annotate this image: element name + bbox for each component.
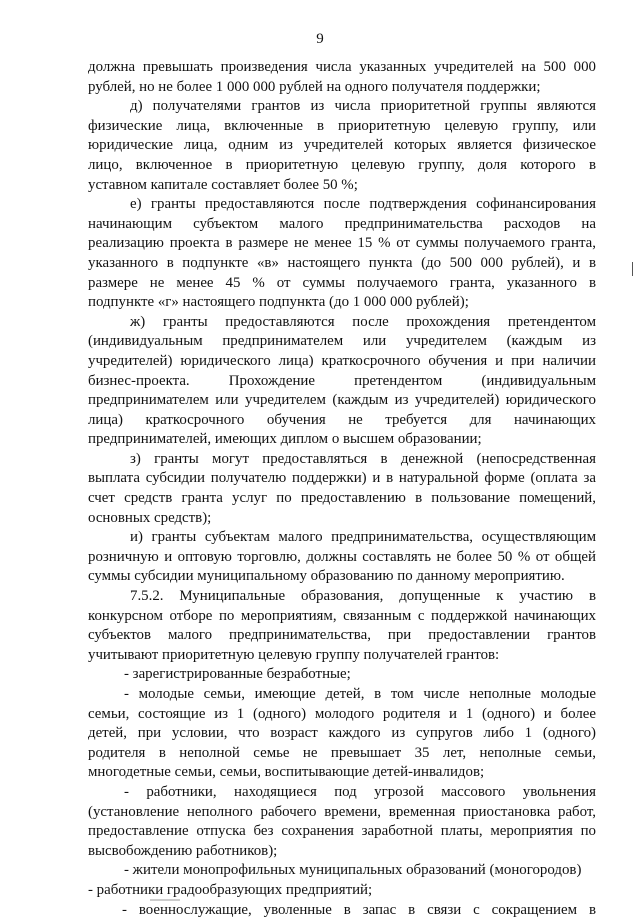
text-line: родителя в неполной семье не превышает 35 лет, неполные семьи, (88, 744, 596, 761)
text-line: предпринимателей, имеющих диплом о высшем образовании; (88, 431, 482, 448)
text-line: предоставление отпуска без сохранения заработной платы, мероприятия по (88, 823, 596, 840)
list-item: - работники градообразующих предприятий; (88, 881, 373, 898)
text-line: уставном капитале составляет более 50 %; (88, 176, 358, 193)
text-line: начинающим субъектом малого предпринимательства расходов на (88, 215, 596, 232)
text-line: выплата субсидии получателю поддержки) и в натуральной форме (оплата за (88, 470, 596, 487)
margin-mark (632, 262, 633, 276)
text-line: розничную и оптовую торговлю, должны составлять не более 50 % от общей (88, 548, 596, 565)
text-line: юридические лица, одним из учредителей которых является физическое (88, 137, 596, 154)
text-line: указанного в подпункте «в» настоящего пункта (до 500 000 рублей), и в (88, 254, 596, 271)
text-line: учредителей) юридического лица) краткосрочного обучения и при наличии (88, 352, 596, 369)
text-line: размере не менее 45 % от суммы получаемого гранта, указанного в (88, 274, 596, 291)
text-line: ж) гранты предоставляются после прохождения претендентом (130, 313, 596, 330)
page-number: 9 (316, 31, 324, 47)
text-line: семьи, состоящие из 1 (одного) молодого родителя и 1 (одного) и более (88, 705, 596, 722)
text-line: субъектов малого предпринимательства, при предоставлении грантов (88, 627, 596, 644)
text-line: высвобождению работников); (88, 842, 278, 859)
text-line: 7.5.2. Муниципальные образования, допущенные к участию в (130, 588, 596, 605)
text-line: суммы субсидии муниципальному образованию по данному мероприятию. (88, 568, 565, 585)
text-line: учитывают приоритетную целевую группу получателей грантов: (88, 646, 500, 663)
text-line: лица) краткосрочного обучения не требуется для начинающих (88, 411, 596, 428)
text-line: предпринимателем или учредителем (каждым из учредителей) юридического (88, 392, 596, 409)
text-line: основных средств); (88, 509, 212, 526)
text-line: физические лица, включенные в приоритетную целевую группу, или (88, 117, 596, 134)
text-line: реализацию проекта в размере не менее 15 % от суммы получаемого гранта, (88, 235, 596, 252)
text-line: (установление неполного рабочего времени, временная приостановка работ, (88, 803, 596, 820)
list-item: - зарегистрированные безработные; (124, 666, 351, 683)
text-line: д) получателями грантов из числа приоритетной группы являются (130, 98, 596, 115)
list-item: - молодые семьи, имеющие детей, в том числе неполные молодые (124, 686, 596, 702)
document-body (88, 58, 596, 920)
scan-artifact (150, 899, 180, 901)
text-line: многодетные семьи, семьи, воспитывающие детей-инвалидов; (88, 764, 485, 781)
text-line: лицо, включенное в приоритетную целевую группу, доля которого в (88, 156, 596, 173)
text-line: детей, при условии, что возраст каждого из супругов либо 1 (одного) (88, 725, 596, 742)
text-line: бизнес-проекта. Прохождение претендентом (индивидуальным (88, 372, 596, 389)
text-line: конкурсном отборе по мероприятиям, связанным с поддержкой начинающих (88, 607, 596, 624)
list-item: - работники, находящиеся под угрозой массового увольнения (124, 783, 596, 800)
text-line: подпункте «г» настоящего подпункта (до 1 000 000 рублей); (88, 294, 469, 311)
list-item: - жители монопрофильных муниципальных образований (моногородов) (124, 862, 582, 879)
text-line: е) гранты предоставляются после подтверждения софинансирования (130, 196, 596, 213)
text-line: должна превышать произведения числа указанных учредителей на 500 000 (88, 59, 596, 75)
text-line: з) гранты могут предоставляться в денежной (непосредственная (130, 450, 596, 467)
text-line: рублей, но не более 1 000 000 рублей на одного получателя поддержки; (88, 78, 541, 95)
text-line: счет средств гранта услуг по предоставлению в пользование помещений, (88, 490, 596, 507)
text-line: (индивидуальным предпринимателем или учредителем (каждым из (88, 333, 596, 350)
text-line: и) гранты субъектам малого предпринимательства, осуществляющим (130, 529, 596, 546)
list-item: - военнослужащие, уволенные в запас в связи с сокращением в (122, 901, 596, 918)
